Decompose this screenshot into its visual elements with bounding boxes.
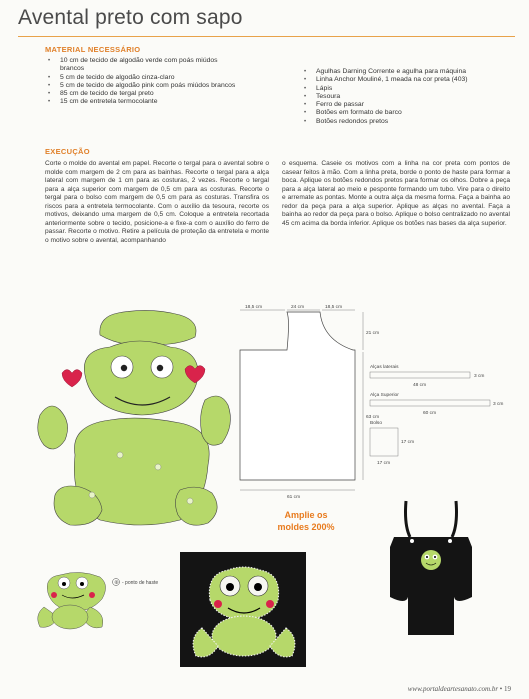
heart-left: [62, 370, 82, 388]
material-item-label: Tesoura: [316, 92, 341, 100]
frog-top-piece: [100, 310, 196, 345]
dim-top-mid: 24 cm: [291, 305, 305, 310]
bolso-width: 17 cm: [377, 461, 391, 466]
frog-right-pupil: [157, 365, 163, 371]
material-item: [48, 81, 242, 90]
material-item-label: Agulhas Darning Corrente e agulha para máquina: [316, 68, 467, 75]
execucao-text-right: [282, 160, 510, 228]
material-item: [304, 117, 512, 126]
frog-right-foot-piece: [175, 487, 217, 525]
bolso-label: Bolso: [370, 421, 382, 426]
material-list-right: [304, 68, 512, 126]
bullet-icon: •: [48, 58, 51, 64]
bullet-icon: •: [48, 74, 51, 81]
material-item: [48, 90, 242, 98]
page-number: • 19: [498, 685, 511, 693]
material-item-label: Botões redondos pretos: [316, 117, 389, 125]
material-item: [304, 76, 512, 84]
apron-frog-motif: [421, 550, 441, 570]
material-item: [304, 68, 512, 76]
bullet-icon: •: [304, 69, 307, 75]
alcas-laterais-width: 48 cm: [413, 383, 427, 388]
bullet-icon: •: [304, 102, 307, 109]
material-item: [304, 92, 512, 101]
embroidered-frog-photo: [180, 552, 306, 667]
page-footer: [408, 685, 511, 693]
legend-marker: ⑧: [114, 579, 119, 586]
execucao-paragraph-left: Corte o molde do avental em papel. Recorte o tergal para o avental sobre o molde com margem de 2 cm para as bainhas. Recorte o tergal para a alça lateral com margem de 1 cm para as costuras, 2 vezes. Recorte o tergal para a alça superior com margem de 0,5 cm para as costuras. Recorte o tergal para o bolso com margem de 0,5 cm para as costuras. Transfira os riscos para a entretela termocolante. Com o auxílio da tesoura, recorte os motivos, deixando uma margem de 0,5 cm. Coloque a entretela recortada anteriormente sobre o tecido, posicione-a e fixe-a com o auxílio do ferro de passar. Recorte o motivo. Retire a película de proteção da entretela e monte o motivo sobre o avental, acompanhando: [45, 160, 269, 244]
dim-height: 63 cm: [366, 415, 380, 420]
execucao-paragraph-right: o esquema. Caseie os motivos com a linha na cor preta com pontos de casear feitos à mão. Com a linha preta, borde o ponto de haste para formar a boca. Aplique os botões redondos pretos para formar os olhos. Dobre a peça para a alça lateral ao meio e pesponte formando um tubo. Vire para o direito e arremate as pontas. Monte a outra alça da mesma forma. Faça a bainha ao redor da peça para a alça superior. Aplique as alças no avental. Faça a bainha ao redor da peça para o bolso. Aplique o bolso centralizado no avental 45 cm acima da borda inferior. Aplique os botões nas bases da alça superior.: [282, 160, 510, 227]
enlarge-note: [256, 509, 356, 533]
bullet-icon: •: [304, 93, 307, 100]
material-item-label: 5 cm de tecido de algodão cinza-claro: [60, 73, 175, 81]
material-item: [48, 57, 242, 74]
bullet-icon: •: [48, 82, 51, 89]
enlarge-line-1: Amplie os: [284, 510, 328, 520]
material-item-label: 85 cm de tecido de tergal preto: [60, 90, 154, 98]
frog-head-piece: [84, 341, 198, 415]
material-item: [48, 98, 242, 106]
material-item-label: 10 cm de tecido de algodão verde com poás miúdos brancos: [60, 57, 218, 73]
apron-photo: [376, 497, 486, 637]
alca-superior-label: Alça Superior: [370, 393, 399, 398]
footer-url: www.portaldeartesanato.com.br: [407, 685, 499, 693]
execucao-text-left: [45, 160, 269, 245]
dim-top-left: 18,5 cm: [245, 305, 263, 310]
material-item: [304, 109, 512, 117]
material-item-label: 15 cm de entretela termocolante: [60, 98, 158, 106]
alca-superior-width: 60 cm: [423, 411, 437, 416]
dim-top-right: 18,5 cm: [325, 305, 343, 310]
bolso-height: 17 cm: [401, 440, 415, 445]
alcas-laterais-height: 3 cm: [474, 374, 485, 379]
bullet-icon: •: [304, 118, 307, 125]
bullet-icon: •: [304, 77, 307, 84]
frog-left-pupil: [121, 365, 127, 371]
bullet-icon: •: [304, 85, 307, 92]
page-title: Avental preto com sapo: [18, 6, 243, 29]
execucao-heading: EXECUÇÃO: [45, 147, 90, 156]
material-item-label: 5 cm de tecido de algodão pink com poás miúdos brancos: [60, 81, 236, 89]
material-item: [304, 101, 512, 109]
frog-left-arm-piece: [38, 406, 68, 449]
alca-superior-height: 3 cm: [493, 402, 504, 407]
material-item: [304, 84, 512, 93]
legend-text: - ponto de haste: [122, 580, 159, 586]
bullet-icon: •: [304, 110, 307, 117]
dim-bottom: 61 cm: [287, 495, 301, 500]
material-item-label: Ferro de passar: [316, 101, 364, 109]
apron-pattern-outline: [240, 312, 355, 480]
dim-side: 21 cm: [366, 331, 380, 336]
frog-pattern-pieces: [30, 305, 245, 540]
bullet-icon: •: [48, 99, 51, 106]
material-item-label: Botões em formato de barco: [316, 109, 402, 117]
enlarge-line-2: moldes 200%: [277, 522, 335, 532]
material-list-left: [48, 57, 242, 107]
material-item: [48, 73, 242, 82]
bullet-icon: •: [48, 91, 51, 98]
title-divider: [18, 36, 515, 37]
alcas-laterais-label: Alças laterais: [370, 365, 399, 370]
apron-pattern-diagram: [225, 300, 515, 500]
material-item-label: Lápis: [316, 84, 333, 92]
material-item-label: Linha Anchor Mouliné, 1 meada na cor preta (403): [316, 76, 468, 84]
frog-stitch-diagram: [30, 555, 180, 635]
material-heading: MATERIAL NECESSÁRIO: [45, 45, 141, 54]
